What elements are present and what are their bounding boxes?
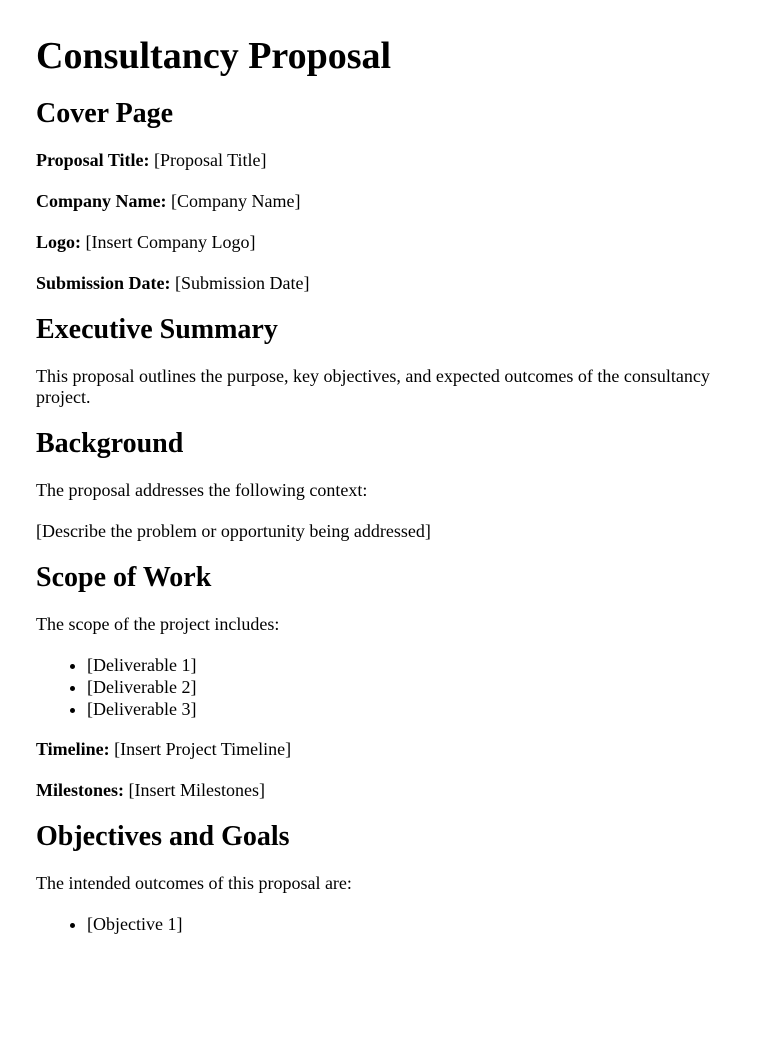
list-item: • [Objective 1] — [87, 913, 734, 935]
field-value: [Submission Date] — [175, 273, 310, 293]
list-item: • [Deliverable 2] — [87, 676, 734, 698]
deliverables-list — [36, 654, 734, 720]
document-page — [0, 34, 770, 935]
executive-summary-heading: Executive Summary — [36, 314, 278, 345]
objectives-heading: Objectives and Goals — [36, 821, 290, 852]
field-label: Milestones: — [36, 780, 124, 800]
field-label: Timeline: — [36, 739, 110, 759]
background-intro: The proposal addresses the following context: — [36, 480, 368, 500]
field-label: Logo: — [36, 232, 81, 252]
field-value: [Insert Milestones] — [128, 780, 265, 800]
objectives-list — [36, 913, 734, 935]
field-value: [Insert Company Logo] — [85, 232, 256, 252]
field-value: [Insert Project Timeline] — [114, 739, 292, 759]
proposal-title-field — [36, 150, 734, 171]
submission-date-field — [36, 273, 734, 294]
timeline-field — [36, 739, 734, 760]
field-value: [Proposal Title] — [154, 150, 267, 170]
background-placeholder: [Describe the problem or opportunity being addressed] — [36, 521, 431, 541]
field-label: Company Name: — [36, 191, 167, 211]
field-label: Proposal Title: — [36, 150, 150, 170]
document-title: Consultancy Proposal — [36, 35, 392, 77]
company-name-field — [36, 191, 734, 212]
milestones-field — [36, 780, 734, 801]
field-value: [Company Name] — [171, 191, 301, 211]
cover-page-heading: Cover Page — [36, 98, 174, 129]
executive-summary-text: This proposal outlines the purpose, key objectives, and expected outcomes of the consultancy project. — [36, 366, 710, 407]
list-item: • [Deliverable 3] — [87, 698, 734, 720]
scope-intro: The scope of the project includes: — [36, 614, 280, 634]
logo-field — [36, 232, 734, 253]
field-label: Submission Date: — [36, 273, 171, 293]
scope-of-work-heading: Scope of Work — [36, 562, 212, 593]
background-heading: Background — [36, 428, 184, 459]
list-item: • [Deliverable 1] — [87, 654, 734, 676]
objectives-intro: The intended outcomes of this proposal are: — [36, 873, 352, 893]
